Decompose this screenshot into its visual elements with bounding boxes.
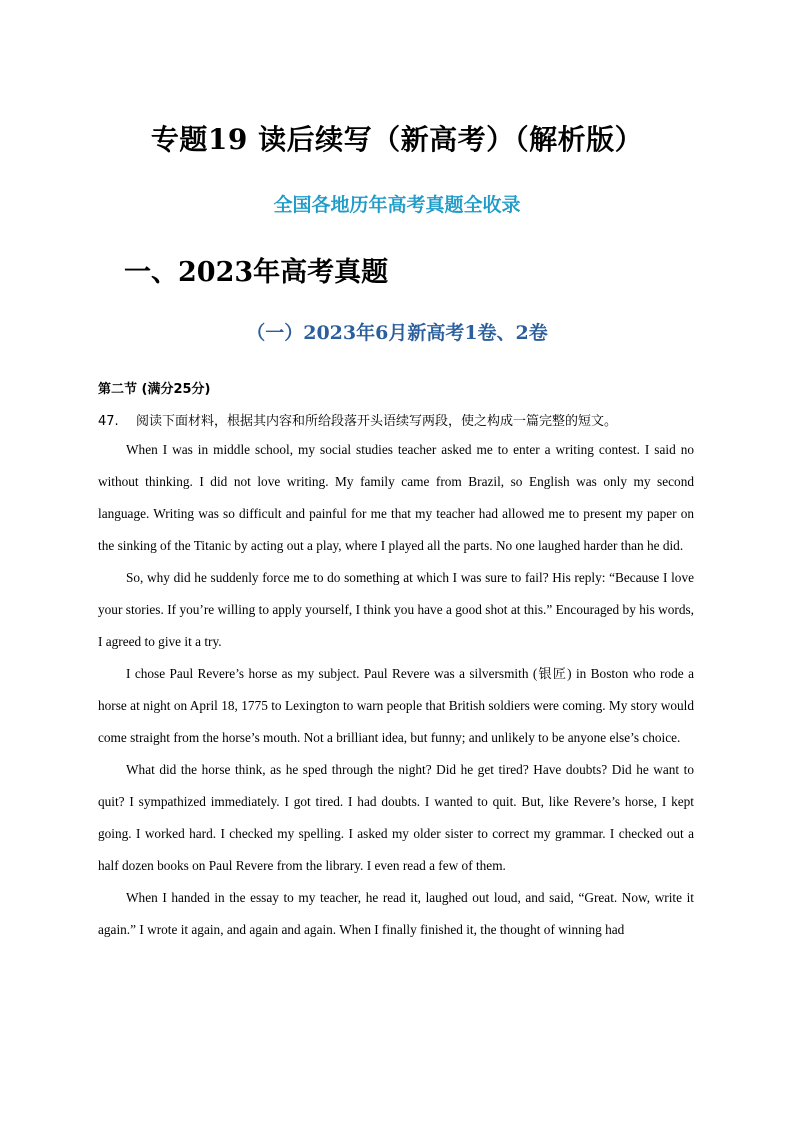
passage-paragraph: So, why did he suddenly force me to do something at which I was sure to fail? His reply: “Because I love your stories. If you’re willing to apply yourself, I think you have a good shot at this.” Encouraged by his words, I agreed to give it a try. (98, 570, 694, 649)
passage-paragraph: What did the horse think, as he sped through the night? Did he get tired? Have doubts? Did he want to quit? I sympathized immediately. I got tired. I had doubts. I wanted to quit. But, like Revere’s horse, I kept going. I worked hard. I checked my spelling. I asked my older sister to correct my grammar. I checked out a half dozen books on Paul Revere from the library. I even read a few of them. (98, 762, 694, 873)
document-subtitle: 全国各地历年高考真题全收录 (273, 194, 521, 216)
part-label: 第二节 (满分25分) (98, 382, 211, 397)
question-intro (98, 410, 698, 429)
passage-paragraph: When I was in middle school, my social studies teacher asked me to enter a writing contest. I said no without thinking. I did not love writing. My family came from Brazil, so English was only my second language. Writing was so difficult and painful for me that my teacher had allowed me to present my paper on the sinking of the Titanic by acting out a play, where I played all the parts. No one laughed harder than he did. (98, 442, 694, 553)
passage-paragraph: When I handed in the essay to my teacher, he read it, laughed out loud, and said, “Great. Now, write it again.” I wrote it again, and again and again. When I finally finished it, the thought of winning had (98, 890, 694, 937)
reading-passage (98, 434, 694, 946)
question-number: 47. (98, 414, 119, 429)
document-title: 专题19 读后续写（新高考）（解析版） (150, 123, 644, 156)
subsection-heading: （一）2023年6月新高考1卷、2卷 (246, 322, 548, 344)
passage-paragraph: I chose Paul Revere’s horse as my subject. Paul Revere was a silversmith (银匠) in Boston who rode a horse at night on April 18, 1775 to Lexington to warn people that British soldiers were coming. My story would come straight from the horse’s mouth. Not a brilliant idea, but funny; and unlikely to be anyone else’s choice. (98, 666, 694, 745)
question-instruction: 阅读下面材料，根据其内容和所给段落开头语续写两段，使之构成一篇完整的短文。 (136, 414, 618, 429)
section-heading: 一、2023年高考真题 (124, 257, 389, 288)
